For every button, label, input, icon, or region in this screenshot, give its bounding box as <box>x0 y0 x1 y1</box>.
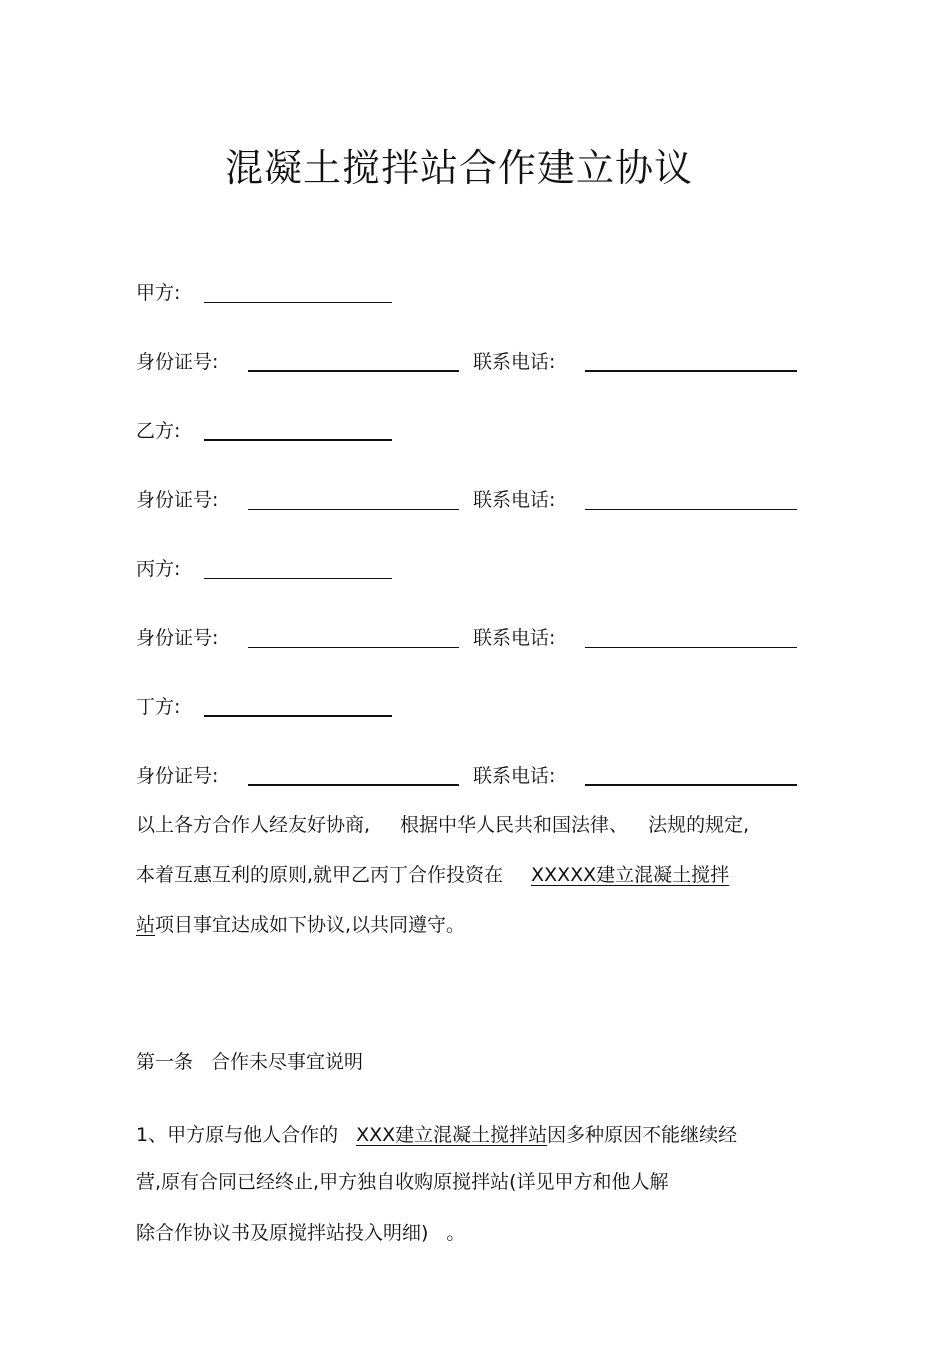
project-location-field[interactable]: XXXXX建立混凝土搅拌 <box>531 864 730 886</box>
article-1-para-line-2: 营,原有合同已经终止,甲方独自收购原搅拌站(详见甲方和他人解 <box>136 1171 669 1193</box>
party-c-contact-row <box>136 623 836 653</box>
party-b-row <box>136 416 836 446</box>
party-a-name-blank[interactable] <box>204 302 392 303</box>
original-station-field[interactable]: XXX建立混凝土搅拌站 <box>356 1124 548 1146</box>
party-c-phone-blank[interactable] <box>585 647 797 648</box>
party-d-contact-row <box>136 761 836 791</box>
party-d-label: 丁方: <box>136 696 181 718</box>
article-1-heading <box>136 1047 363 1077</box>
intro-line2-part-a: 本着互惠互利的原则,就甲乙丙丁合作投资在 <box>136 864 504 886</box>
intro-line-3 <box>136 910 465 940</box>
party-a-id-blank[interactable] <box>248 370 459 372</box>
article-1-p1-part-c: 因多种原因不能继续经 <box>547 1124 738 1146</box>
party-b-phone-label: 联系电话: <box>473 489 556 511</box>
project-location-field-cont: 站 <box>136 914 156 936</box>
party-c-id-blank[interactable] <box>248 647 459 648</box>
party-c-label: 丙方: <box>136 558 181 580</box>
party-c-phone-label: 联系电话: <box>473 627 556 649</box>
party-a-phone-blank[interactable] <box>585 370 797 372</box>
party-a-row <box>136 278 836 308</box>
intro-line-2 <box>136 860 735 890</box>
party-b-name-blank[interactable] <box>204 439 392 441</box>
party-d-id-label: 身份证号: <box>136 765 219 787</box>
party-b-contact-row <box>136 485 836 515</box>
party-d-phone-blank[interactable] <box>585 784 797 786</box>
party-d-name-blank[interactable] <box>204 715 392 717</box>
article-1-p3-part-a: 除合作协议书及原搅拌站投入明细) <box>136 1222 429 1244</box>
article-1-p3-part-b: 。 <box>446 1222 466 1244</box>
intro-line1-part-a: 以上各方合作人经友好协商, <box>136 814 371 836</box>
intro-line-1 <box>136 810 749 840</box>
party-a-phone-label: 联系电话: <box>473 351 556 373</box>
party-b-label: 乙方: <box>136 420 181 442</box>
party-a-contact-row <box>136 347 836 377</box>
document-title: 混凝土搅拌站合作建立协议 <box>224 146 693 190</box>
party-d-id-blank[interactable] <box>248 784 459 786</box>
party-d-phone-label: 联系电话: <box>473 765 556 787</box>
party-c-id-label: 身份证号: <box>136 627 219 649</box>
article-1-title: 合作未尽事宜说明 <box>211 1051 364 1073</box>
party-a-id-label: 身份证号: <box>136 351 219 373</box>
article-1-para-line-1 <box>136 1120 737 1150</box>
article-1-p1-part-a: 1、甲方原与他人合作的 <box>136 1124 339 1146</box>
intro-line1-part-b: 根据中华人民共和国法律、 <box>400 814 629 836</box>
party-c-name-blank[interactable] <box>204 578 392 579</box>
intro-line1-part-c: 法规的规定, <box>648 814 750 836</box>
party-b-phone-blank[interactable] <box>585 509 797 510</box>
article-1-para-line-3 <box>136 1218 465 1248</box>
party-c-row <box>136 554 836 584</box>
party-b-id-blank[interactable] <box>248 509 459 510</box>
party-a-label: 甲方: <box>136 282 181 304</box>
intro-line3-part-b: 项目事宜达成如下协议,以共同遵守。 <box>155 914 466 936</box>
party-b-id-label: 身份证号: <box>136 489 219 511</box>
article-1-number: 第一条 <box>136 1051 194 1073</box>
party-d-row <box>136 692 836 722</box>
